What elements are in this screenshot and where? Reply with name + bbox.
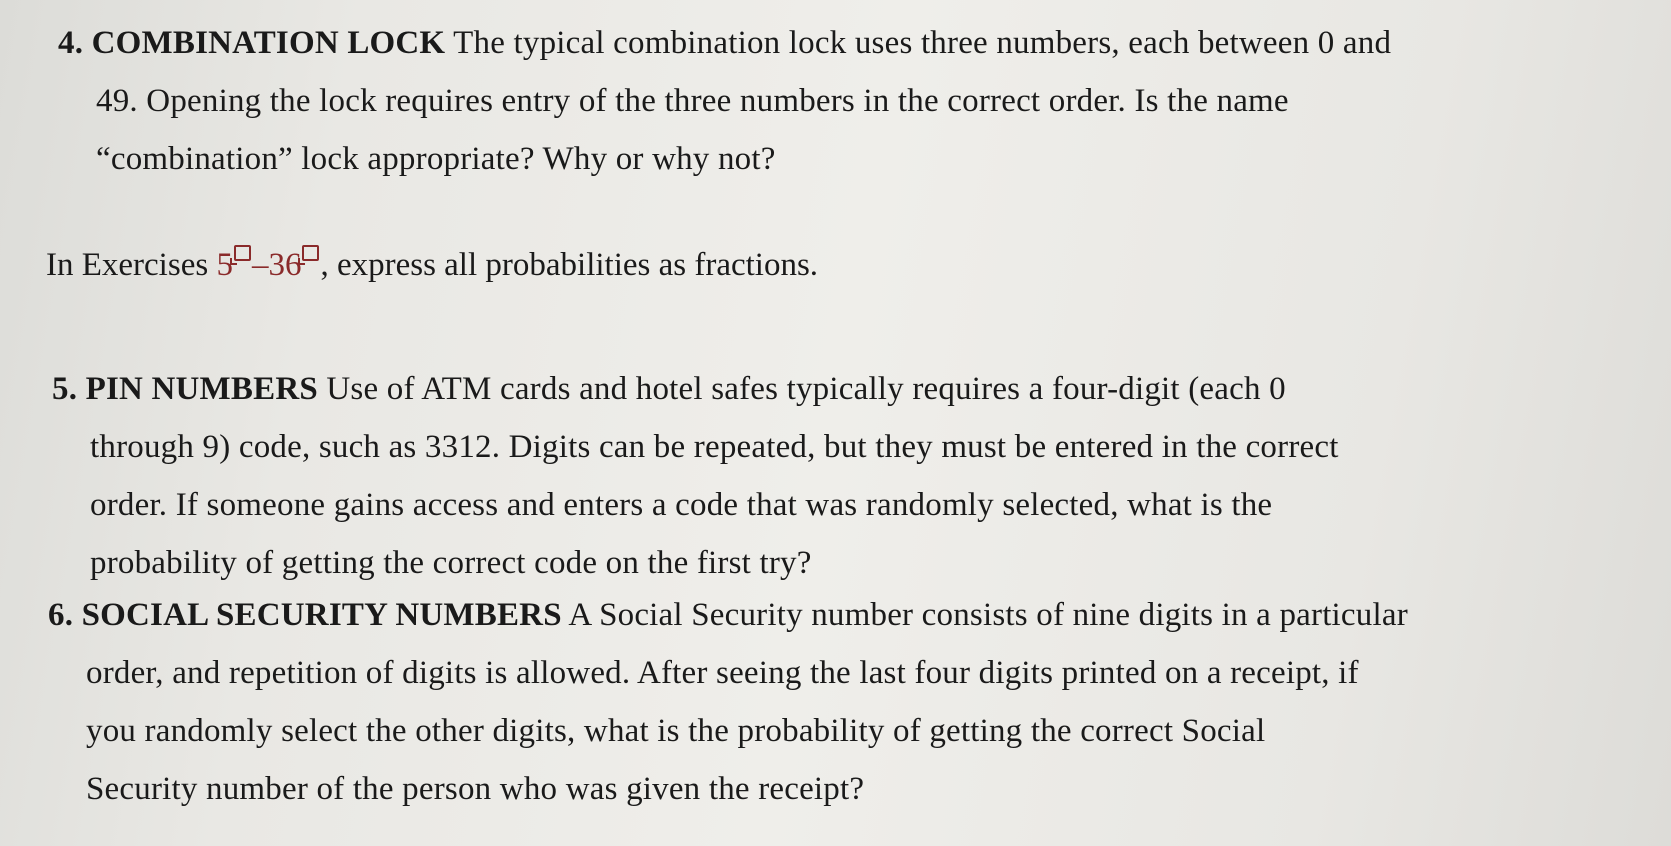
reference-link-icon bbox=[234, 245, 251, 261]
exercise-5-title: PIN NUMBERS bbox=[85, 371, 318, 407]
exercise-4 bbox=[58, 14, 1391, 188]
exercise-range-link[interactable] bbox=[216, 247, 320, 283]
exercise-5-line-1 bbox=[52, 360, 1339, 418]
range-dash: – bbox=[251, 247, 269, 283]
exercise-5-number: 5. bbox=[52, 371, 78, 407]
exercise-6-number: 6. bbox=[48, 597, 74, 633]
exercise-5-text-1: Use of ATM cards and hotel safes typically requires a four-digit (each 0 bbox=[326, 371, 1286, 407]
exercise-6-text-3: you randomly select the other digits, what is the probability of getting the correct Social bbox=[86, 713, 1266, 749]
exercise-4-number: 4. bbox=[58, 25, 84, 61]
exercise-4-text-2: 49. Opening the lock requires entry of the three numbers in the correct order. Is the name bbox=[96, 83, 1289, 119]
exercise-6-text-4: Security number of the person who was given the receipt? bbox=[86, 771, 865, 807]
exercise-6 bbox=[48, 586, 1408, 818]
exercise-5 bbox=[52, 360, 1339, 592]
exercise-5-text-4: probability of getting the correct code on the first try? bbox=[90, 545, 812, 581]
exercise-6-text-1: A Social Security number consists of nine digits in a particular bbox=[568, 597, 1408, 633]
exercise-6-text-2: order, and repetition of digits is allowed. After seeing the last four digits printed on a receipt, if bbox=[86, 655, 1359, 691]
instructions-suffix: , express all probabilities as fractions. bbox=[320, 247, 819, 283]
exercise-5-text-2: through 9) code, such as 3312. Digits can be repeated, but they must be entered in the correct bbox=[90, 429, 1339, 465]
exercise-4-title: COMBINATION LOCK bbox=[91, 25, 446, 61]
instructions-prefix: In Exercises bbox=[46, 247, 217, 283]
reference-link-icon bbox=[302, 245, 319, 261]
exercise-6-line-1 bbox=[48, 586, 1408, 644]
exercise-4-text-3: “combination” lock appropriate? Why or why not? bbox=[96, 141, 776, 177]
exercise-4-text-1: The typical combination lock uses three numbers, each between 0 and bbox=[453, 25, 1392, 61]
exercises-instructions bbox=[46, 245, 818, 284]
exercise-6-title: SOCIAL SECURITY NUMBERS bbox=[81, 597, 562, 633]
exercise-5-text-3: order. If someone gains access and enters a code that was randomly selected, what is the bbox=[90, 487, 1273, 523]
range-start: 5 bbox=[216, 247, 233, 283]
range-end: 36 bbox=[268, 247, 302, 283]
exercise-4-line-1 bbox=[58, 14, 1391, 72]
